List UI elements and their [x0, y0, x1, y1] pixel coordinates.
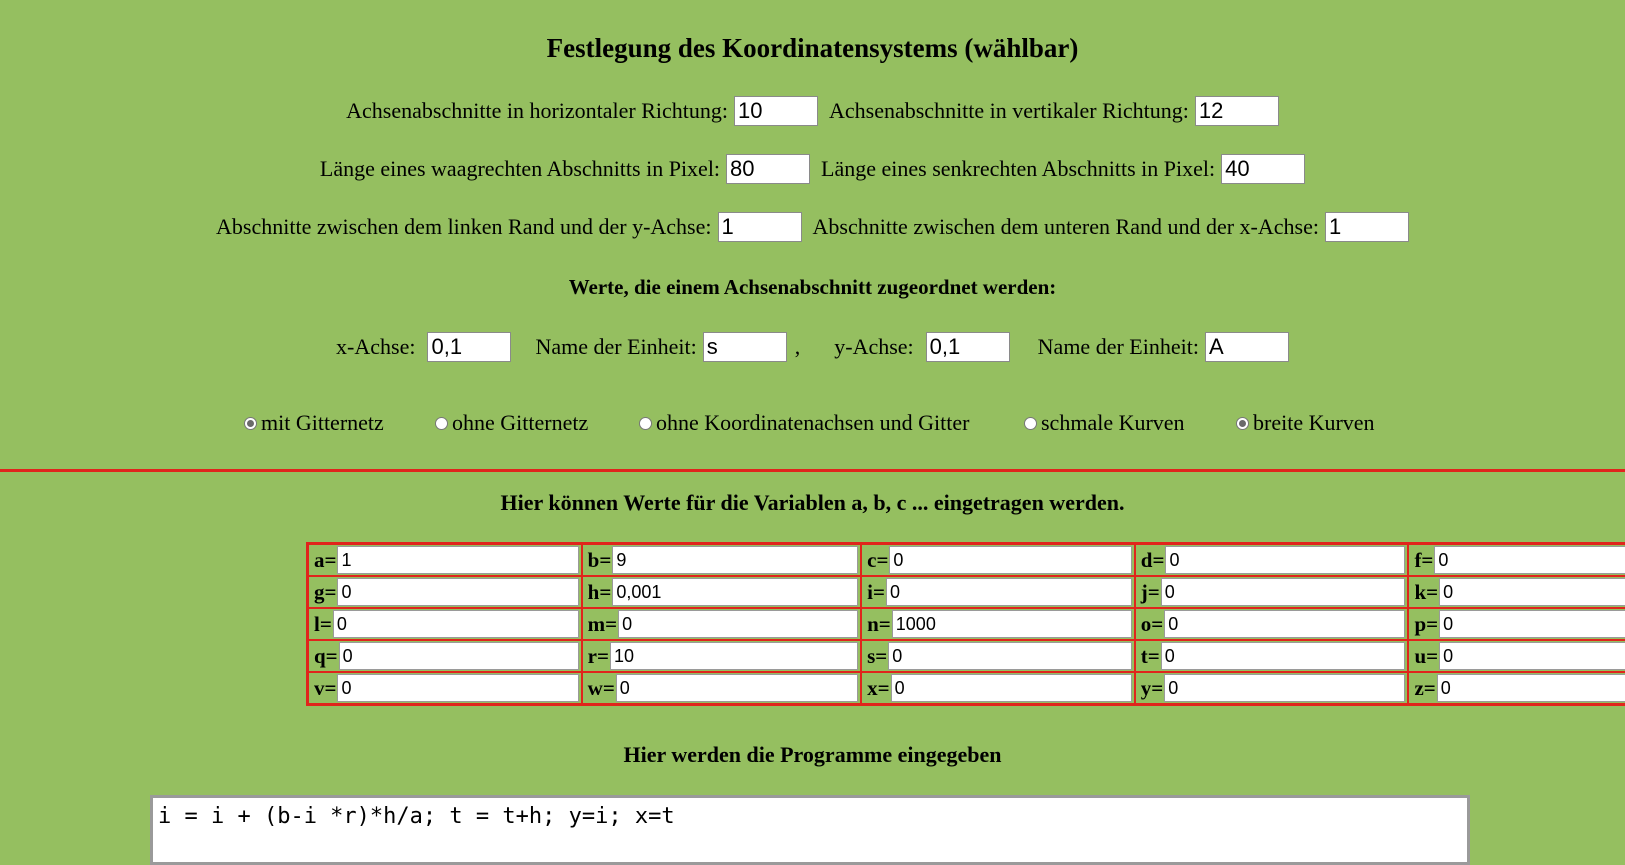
vertical-sections-input[interactable]	[1195, 96, 1279, 126]
variable-cell-content	[862, 673, 1134, 703]
option-no-axes[interactable]	[639, 410, 969, 436]
variable-cell	[308, 672, 582, 705]
variable-input[interactable]	[1434, 546, 1625, 574]
variable-label: q=	[314, 644, 338, 669]
variable-cell-content	[1409, 545, 1625, 575]
variable-input[interactable]	[1164, 674, 1405, 702]
option-wide-curves-label: breite Kurven	[1253, 410, 1375, 436]
variable-label: w=	[588, 676, 615, 701]
horizontal-sections-label: Achsenabschnitte in horizontaler Richtung:	[346, 98, 728, 124]
variable-cell	[308, 576, 582, 608]
section-divider	[0, 469, 1625, 472]
variable-cell-content	[309, 545, 581, 575]
variable-cell-content	[1136, 641, 1408, 671]
variable-label: k=	[1414, 580, 1438, 605]
vertical-length-label: Länge eines senkrechten Abschnitts in Pixel:	[821, 156, 1215, 182]
variable-label: u=	[1414, 644, 1438, 669]
row-axis-sections	[0, 96, 1625, 126]
y-axis-value-input[interactable]	[926, 332, 1010, 362]
radio-with-grid[interactable]	[244, 417, 257, 430]
option-narrow-curves[interactable]	[1024, 410, 1185, 436]
variable-input[interactable]	[892, 610, 1132, 638]
variable-cell	[582, 544, 861, 577]
variable-input[interactable]	[1439, 642, 1625, 670]
variable-label: s=	[867, 644, 887, 669]
variable-cell	[582, 608, 861, 640]
x-axis-label: x-Achse:	[336, 334, 415, 360]
variable-cell-content	[309, 577, 581, 607]
variable-cell	[1408, 608, 1625, 640]
variable-cell-content	[1136, 673, 1408, 703]
variable-cell	[582, 576, 861, 608]
variable-cell	[308, 608, 582, 640]
variables-row	[308, 640, 1625, 672]
variable-cell	[1135, 608, 1409, 640]
variable-label: z=	[1414, 676, 1435, 701]
variable-cell-content	[1409, 641, 1625, 671]
variable-input[interactable]	[888, 642, 1132, 670]
variable-label: o=	[1141, 612, 1163, 637]
variable-label: m=	[588, 612, 617, 637]
variable-input[interactable]	[337, 546, 578, 574]
variable-cell-content	[583, 545, 860, 575]
variables-table	[306, 542, 1625, 706]
variable-cell-content	[862, 545, 1134, 575]
variable-input[interactable]	[886, 578, 1132, 606]
horizontal-length-label: Länge eines waagrechten Abschnitts in Pixel:	[320, 156, 720, 182]
variable-label: c=	[867, 548, 888, 573]
variable-label: j=	[1141, 580, 1160, 605]
variable-cell-content	[1136, 577, 1408, 607]
variable-input[interactable]	[1439, 610, 1625, 638]
x-unit-input[interactable]	[703, 332, 787, 362]
variables-row	[308, 544, 1625, 577]
variable-input[interactable]	[1164, 610, 1405, 638]
variable-cell	[1408, 576, 1625, 608]
variable-cell	[308, 640, 582, 672]
variable-cell	[861, 608, 1135, 640]
variable-cell	[1135, 640, 1409, 672]
variable-cell	[861, 672, 1135, 705]
units-heading: Werte, die einem Achsenabschnitt zugeordnet werden:	[0, 275, 1625, 300]
variable-cell	[861, 576, 1135, 608]
bottom-offset-input[interactable]	[1325, 212, 1409, 242]
option-with-grid-label: mit Gitternetz	[261, 410, 384, 436]
variable-cell-content	[583, 577, 860, 607]
variable-label: r=	[588, 644, 609, 669]
variable-input[interactable]	[1165, 546, 1405, 574]
radio-wide-curves[interactable]	[1236, 417, 1249, 430]
variable-cell	[1408, 544, 1625, 577]
y-unit-label: Name der Einheit:	[1038, 334, 1199, 360]
left-offset-label: Abschnitte zwischen dem linken Rand und der y-Achse:	[216, 214, 711, 240]
variable-cell-content	[1409, 673, 1625, 703]
variable-label: f=	[1414, 548, 1433, 573]
variable-label: t=	[1141, 644, 1160, 669]
program-heading: Hier werden die Programme eingegeben	[0, 742, 1625, 768]
option-without-grid[interactable]	[435, 410, 588, 436]
variable-input[interactable]	[1161, 642, 1406, 670]
radio-no-axes[interactable]	[639, 417, 652, 430]
variable-input[interactable]	[618, 610, 858, 638]
program-editor[interactable]	[150, 795, 1470, 865]
variable-label: l=	[314, 612, 332, 637]
variable-cell-content	[309, 673, 581, 703]
variable-input[interactable]	[1439, 578, 1625, 606]
variable-cell-content	[862, 641, 1134, 671]
variable-cell	[1135, 672, 1409, 705]
y-axis-label: y-Achse:	[834, 334, 913, 360]
variable-input[interactable]	[333, 610, 579, 638]
variable-cell-content	[1409, 577, 1625, 607]
variable-cell-content	[862, 609, 1134, 639]
option-wide-curves[interactable]	[1236, 410, 1375, 436]
variable-input[interactable]	[339, 642, 579, 670]
x-unit-label: Name der Einheit:	[535, 334, 696, 360]
variable-label: y=	[1141, 676, 1163, 701]
variable-cell	[1135, 576, 1409, 608]
horizontal-length-input[interactable]	[726, 154, 810, 184]
horizontal-sections-input[interactable]	[734, 96, 818, 126]
left-offset-input[interactable]	[718, 212, 802, 242]
variable-input[interactable]	[610, 642, 858, 670]
variable-input[interactable]	[1161, 578, 1406, 606]
variable-cell-content	[583, 673, 860, 703]
radio-without-grid[interactable]	[435, 417, 448, 430]
variable-cell-content	[309, 609, 581, 639]
variable-cell-content	[309, 641, 581, 671]
variable-input[interactable]	[612, 546, 858, 574]
variable-cell	[308, 544, 582, 577]
variables-row	[308, 672, 1625, 705]
vertical-sections-label: Achsenabschnitte in vertikaler Richtung:	[829, 98, 1189, 124]
variable-input[interactable]	[889, 546, 1131, 574]
variable-cell	[582, 640, 861, 672]
variable-input[interactable]	[337, 578, 578, 606]
variable-cell-content	[1136, 545, 1408, 575]
variable-cell-content	[862, 577, 1134, 607]
variables-row	[308, 608, 1625, 640]
variable-label: g=	[314, 580, 336, 605]
variable-label: n=	[867, 612, 891, 637]
radio-narrow-curves[interactable]	[1024, 417, 1037, 430]
row-section-length	[0, 154, 1625, 184]
variable-input[interactable]	[891, 674, 1132, 702]
units-comma: ,	[795, 334, 801, 360]
variable-cell	[582, 672, 861, 705]
variable-label: i=	[867, 580, 885, 605]
page-title: Festlegung des Koordinatensystems (wählbar)	[0, 33, 1625, 64]
variable-label: p=	[1414, 612, 1438, 637]
variable-label: d=	[1141, 548, 1165, 573]
x-axis-value-input[interactable]	[427, 332, 511, 362]
variable-label: b=	[588, 548, 612, 573]
option-with-grid[interactable]	[244, 410, 384, 436]
option-without-grid-label: ohne Gitternetz	[452, 410, 588, 436]
variable-input[interactable]	[612, 578, 858, 606]
variable-input[interactable]	[337, 674, 578, 702]
row-axis-offset	[0, 212, 1625, 242]
variable-label: a=	[314, 548, 336, 573]
variable-label: h=	[588, 580, 612, 605]
variable-label: v=	[314, 676, 336, 701]
variable-cell-content	[583, 609, 860, 639]
bottom-offset-label: Abschnitte zwischen dem unteren Rand und der x-Achse:	[813, 214, 1319, 240]
row-units	[0, 332, 1625, 362]
option-no-axes-label: ohne Koordinatenachsen und Gitter	[656, 410, 969, 436]
variable-cell	[1135, 544, 1409, 577]
vertical-length-input[interactable]	[1221, 154, 1305, 184]
variable-input[interactable]	[616, 674, 858, 702]
variable-cell-content	[1136, 609, 1408, 639]
option-narrow-curves-label: schmale Kurven	[1041, 410, 1185, 436]
variable-cell-content	[583, 641, 860, 671]
variable-input[interactable]	[1437, 674, 1625, 702]
variable-cell	[1408, 672, 1625, 705]
variables-row	[308, 576, 1625, 608]
variable-cell	[861, 544, 1135, 577]
variable-cell-content	[1409, 609, 1625, 639]
variable-cell	[861, 640, 1135, 672]
y-unit-input[interactable]	[1205, 332, 1289, 362]
variables-heading: Hier können Werte für die Variablen a, b, c ... eingetragen werden.	[0, 490, 1625, 516]
variable-label: x=	[867, 676, 889, 701]
variable-cell	[1408, 640, 1625, 672]
